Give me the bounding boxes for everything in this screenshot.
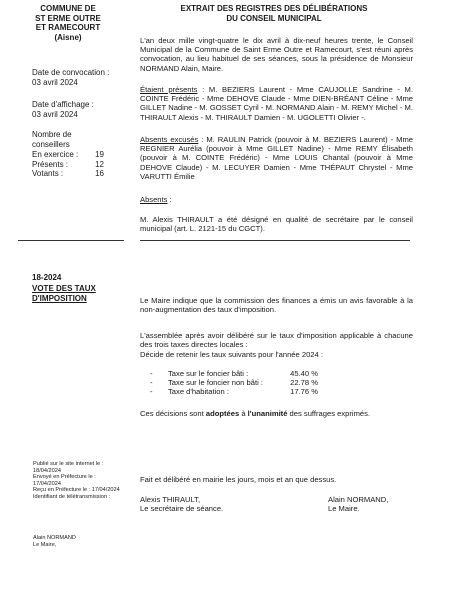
left-signer-name: Alain NORMAND xyxy=(33,535,76,541)
publication-line: Publié sur le site internet le : 18/04/2024 xyxy=(33,461,104,474)
publication-line: Reçu en Préfecture le : 17/04/2024 xyxy=(33,487,120,494)
decision-adopted: adoptées xyxy=(205,409,240,418)
rate-value: 17.76 % xyxy=(290,387,318,397)
present-paragraph xyxy=(140,85,413,122)
document-header xyxy=(140,4,408,23)
publication-block xyxy=(33,461,123,501)
count-value: 19 xyxy=(95,150,104,159)
conseillers-label: Nombre de conseillers xyxy=(32,130,72,149)
count-row xyxy=(32,150,112,160)
header-line-2: DU CONSEIL MUNICIPAL xyxy=(226,13,322,23)
present-label: Étaient présents xyxy=(140,85,198,94)
count-label: En exercice : xyxy=(32,150,79,159)
publication-line: Envoyé en Préfecture le : 17/04/2024 xyxy=(33,474,96,487)
mayor-signature xyxy=(328,495,400,513)
convocation-label: Date de convocation : xyxy=(32,68,110,77)
count-row xyxy=(32,169,112,179)
convocation-date: 03 avril 2024 xyxy=(32,77,78,87)
secretary-paragraph: M. Alexis THIRAULT a été désigné en qualité de secrétaire par le conseil municipal (art. L. 2121-15 du CGCT). xyxy=(140,215,413,234)
count-label: Votants : xyxy=(32,169,64,179)
rate-name: Taxe sur le foncier bâti : xyxy=(168,369,249,378)
rate-value: 45.40 % xyxy=(290,369,318,378)
count-row xyxy=(32,160,112,170)
rates-list xyxy=(150,369,350,397)
absent-paragraph xyxy=(140,195,413,204)
present-list: : M. BEZIERS Laurent - Mme CAUJOLLE Sandrine - M. COINTE Frédéric - Mme DEHOVE Claude - Mme DIEN-BRÉANT Céline - Mme GILLET Nadine - M. GOSSET Cyril - M. NORMAND Alain - M. REMY Michel - M. THIRAULT Alexis - M. THIRAULT Damien - M. UGOLETTI Olivier -. xyxy=(140,85,413,122)
count-value: 12 xyxy=(95,159,104,169)
rate-bullet: - xyxy=(150,378,153,388)
counts-block xyxy=(32,150,112,179)
mayor-title: Le Maire. xyxy=(328,504,360,514)
left-signer-title: Le Maire, xyxy=(33,541,57,548)
rate-value: 22.78 % xyxy=(290,378,318,388)
absent-list: : xyxy=(167,195,172,204)
left-divider xyxy=(18,240,124,241)
excused-label: Absents excusés xyxy=(140,135,199,144)
rate-row xyxy=(150,378,350,387)
rate-bullet: - xyxy=(150,369,153,378)
secretary-name: Alexis THIRAULT, xyxy=(140,495,201,504)
rate-name: Taxe d'habitation : xyxy=(168,387,229,397)
decision-pre: Ces décisions sont xyxy=(140,409,206,418)
count-label: Présents : xyxy=(32,159,69,169)
intro-paragraph: L'an deux mille vingt-quatre le dix avril à dix-neuf heures trente, le Conseil Municipal de la Commune de Saint Erme Outre et Ramecourt, s'est réuni après convocation, au lieu habituel de ses séances, sous la présidence de Monsieur NORMAND Alain, Maire. xyxy=(140,36,413,73)
header-line-1: EXTRAIT DES REGISTRES DES DÉLIBÉRATIONS xyxy=(180,4,368,13)
rate-name: Taxe sur le foncier non bâti : xyxy=(168,378,263,388)
commune-line: ST ERME OUTRE xyxy=(35,13,101,23)
decision-mid: à xyxy=(239,409,248,418)
signatures xyxy=(140,495,400,513)
mayor-name: Alain NORMAND, xyxy=(328,495,389,504)
affichage-date: 03 avril 2024 xyxy=(32,109,78,119)
right-divider xyxy=(140,240,410,241)
decision-line xyxy=(140,409,413,418)
publication-line: Identifiant de télétransmission : xyxy=(33,493,111,500)
count-value: 16 xyxy=(95,169,104,179)
decision-post: des suffrages exprimés. xyxy=(287,409,371,418)
commune-line: COMMUNE DE xyxy=(40,4,96,13)
deliberation-number: 18-2024 xyxy=(32,273,62,282)
rate-row xyxy=(150,387,350,396)
convocation-block xyxy=(32,68,132,87)
secretary-title: Le secrétaire de séance. xyxy=(140,504,224,514)
excused-paragraph xyxy=(140,135,413,181)
commune-block xyxy=(18,4,118,42)
assembly-paragraph: L'assemblée après avoir délibéré sur le taux d'imposition applicable à chacune des trois taxes directes locales : xyxy=(140,331,413,350)
deliberation-title: VOTE DES TAUX D'IMPOSITION xyxy=(32,284,96,303)
rate-row xyxy=(150,369,350,378)
decide-line: Décide de retenir les taux suivants pour l'année 2024 : xyxy=(140,350,323,359)
excused-list: : M. RAULIN Patrick (pouvoir à M. BEZIERS Laurent) - Mme REGNIER Aurélia (pouvoir à Mme GILLET Nadine) - Mme REMY Élisabeth (pouvoir à M. COINTE Frédéric) - Mme LOUIS Chantal (pouvoir à Mme DEHOVE Claude) - M. LECUYER Damien - Mme THÉPAUT Chrystel - Mme VARUTTI Émilie xyxy=(140,135,413,181)
affichage-label: Date d'affichage : xyxy=(32,100,94,109)
rate-bullet: - xyxy=(150,387,153,397)
secretary-signature xyxy=(140,495,223,513)
commune-line: (Aisne) xyxy=(54,32,82,42)
absent-label: Absents xyxy=(140,195,168,204)
left-signature xyxy=(33,535,123,548)
affichage-block xyxy=(32,100,132,119)
decision-unanimity: l'unanimité xyxy=(247,409,288,418)
commune-line: ET RAMECOURT xyxy=(35,23,101,33)
closing-statement: Fait et délibéré en mairie les jours, mois et an que dessus. xyxy=(140,475,337,484)
finance-paragraph: Le Maire indique que la commission des finances a émis un avis favorable à la non-augmentation des taux d'imposition. xyxy=(140,296,413,315)
